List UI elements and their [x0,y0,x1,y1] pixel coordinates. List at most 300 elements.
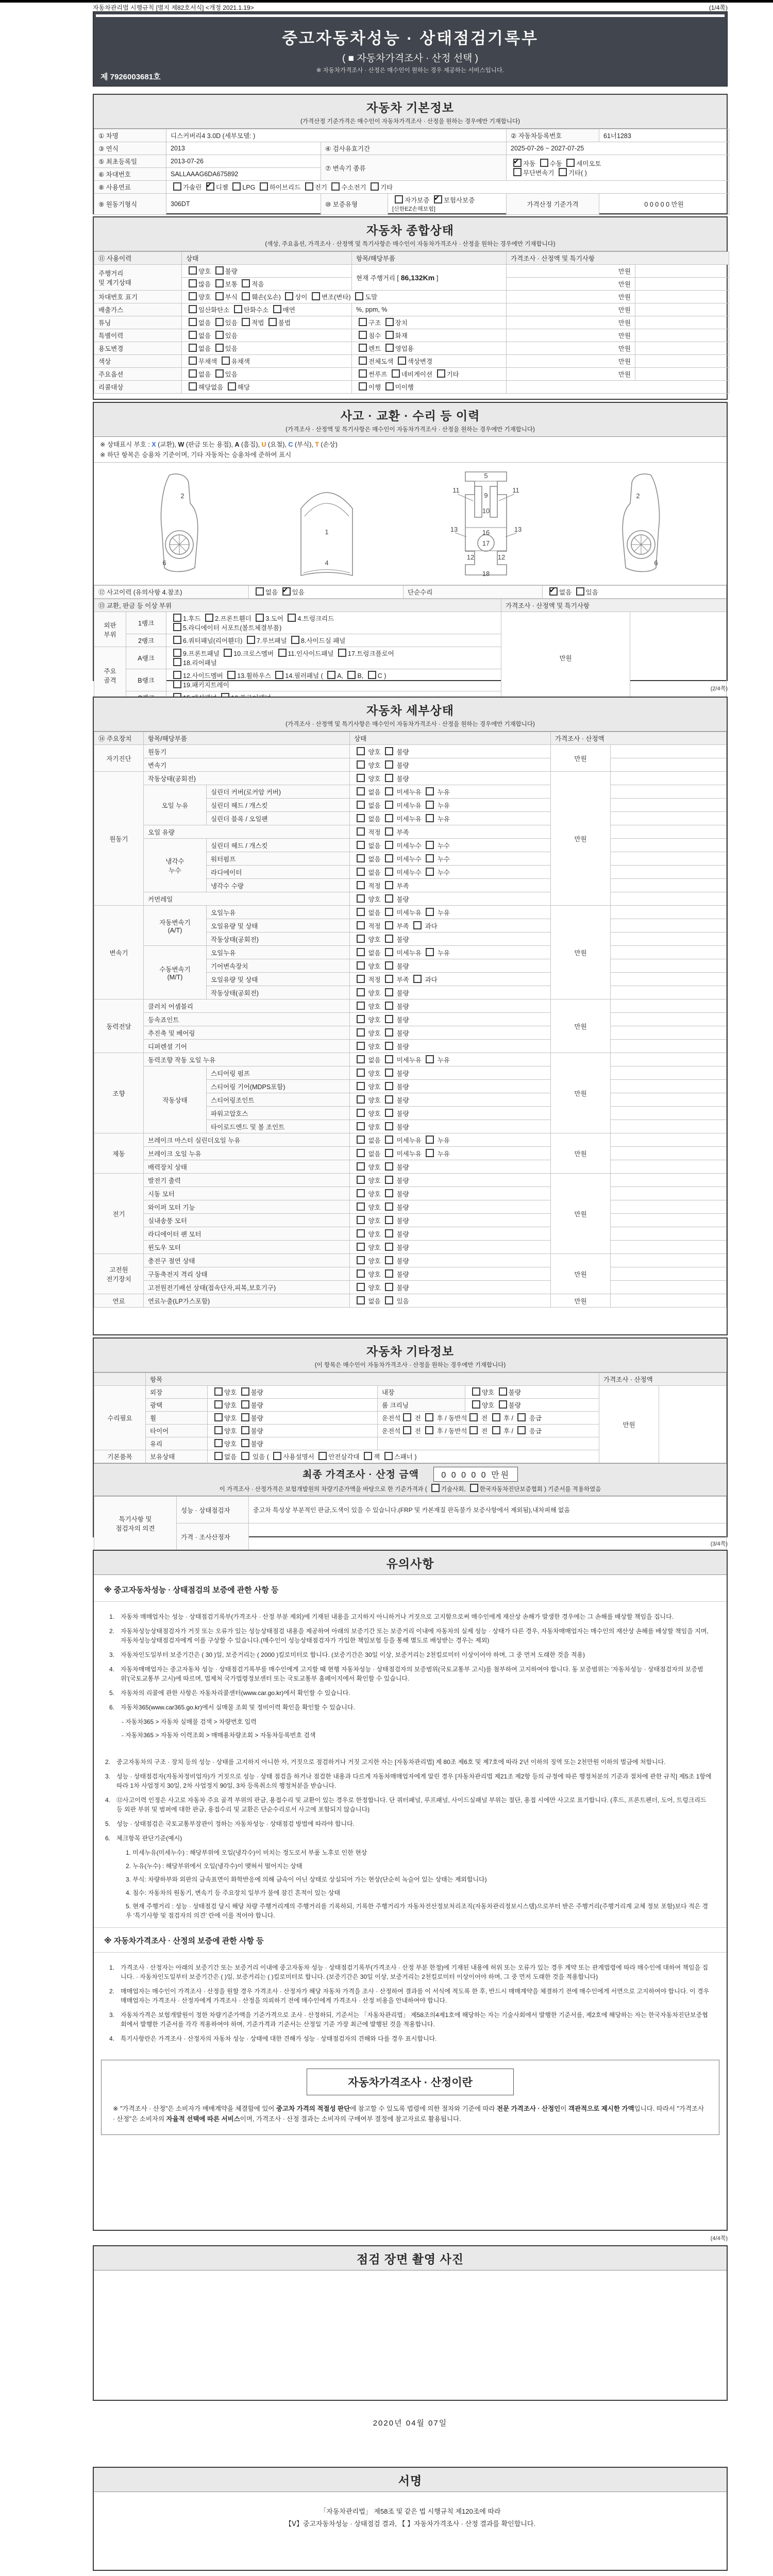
checkbox[interactable] [241,1439,249,1447]
final-price-note: 이 가격조사 · 산정가격은 보험개발원의 차량기준가액을 바탕으로 한 기준가격과 ( 기술사회, 한국자동차진단보증협회 ) 기준서를 적용하였음 [94,1484,727,1493]
cell: 브레이크 마스터 실린더오일 누유 [144,1133,350,1147]
checkbox[interactable] [347,671,356,679]
cell: 윈도우 모터 [144,1241,350,1254]
checkbox[interactable] [437,369,445,378]
checkbox[interactable] [385,1109,393,1117]
checkbox[interactable] [357,868,365,876]
cell [611,1187,727,1200]
checkbox[interactable] [357,1069,365,1077]
checkbox[interactable] [513,168,522,176]
cell: 만원 [551,772,611,906]
checkbox[interactable] [357,1122,365,1130]
checkbox[interactable] [173,623,181,631]
cell: 오일누유 [207,946,350,959]
checkbox[interactable] [189,369,197,378]
notice-item [105,1757,713,1767]
b: 전문 가격조사 · 산정인 [497,2105,561,2112]
checkbox[interactable] [278,649,287,657]
cell [507,381,729,394]
checkbox[interactable] [492,1426,500,1434]
checkbox[interactable] [273,1452,281,1460]
checkbox[interactable] [425,1426,433,1434]
cell: 12.사이드멤버 13.휠하우스 14.필러패널 ( A, B, C ) 19.패키지트레이 [166,669,501,691]
cell: 가격조사 · 산정액 [599,1373,727,1386]
checkbox[interactable] [385,1243,393,1251]
checkbox[interactable] [426,787,434,795]
checkbox[interactable] [385,382,394,391]
cell: ✔ 없음 있음 [543,586,727,599]
checkbox[interactable] [357,1162,365,1171]
checkbox[interactable] [385,1028,393,1037]
cell: ⑥ 차대번호 [94,168,166,181]
checkbox[interactable] [368,671,376,679]
checkbox[interactable] [385,1296,393,1304]
checkbox[interactable] [357,801,365,809]
checkbox[interactable] [357,1015,365,1023]
cell: 만원 [507,355,635,368]
checkbox[interactable] [385,1069,393,1077]
checkbox[interactable] [355,292,363,300]
checkbox[interactable] [189,344,197,352]
checkbox[interactable] [385,975,393,983]
cell: 만원 [507,278,635,291]
checkbox[interactable] [357,1256,365,1264]
checkbox[interactable] [189,382,197,391]
checkbox[interactable] [559,168,567,176]
overall-table [94,251,727,394]
cell: ✔자동 수동 세미오토 무단변속기 기타( ) [507,155,729,181]
span: 2. [105,1758,111,1766]
checkbox[interactable] [359,357,367,365]
checkbox[interactable] [398,357,406,365]
checkbox[interactable] [385,841,393,849]
checkbox[interactable] [426,854,434,862]
checkbox[interactable] [357,1283,365,1291]
cell [635,368,729,381]
cell: 적정 부족 [350,879,551,892]
checkbox[interactable] [357,760,365,769]
cell: 없음 미세누유 누유 [350,1133,551,1147]
checkbox[interactable] [385,908,393,916]
cell [611,1040,727,1053]
checkbox[interactable] [256,614,264,622]
checkbox[interactable] [260,182,268,191]
checkbox[interactable] [413,921,422,929]
path [161,473,198,571]
checkbox[interactable] [566,159,575,167]
cell: 61너1283 [599,129,729,142]
checkbox[interactable] [205,614,213,622]
text: 11 [512,486,519,494]
checkbox[interactable] [469,1413,478,1421]
checkbox[interactable] [426,868,434,876]
notices-title: 유의사항 [386,1557,434,1570]
checkbox[interactable] [385,344,394,352]
checkbox[interactable] [385,747,393,755]
basic-info-title: 자동차 기본정보 [366,101,454,114]
checkbox[interactable] [385,774,393,782]
checkbox[interactable] [215,292,224,300]
checkbox[interactable] [291,636,299,644]
checkbox[interactable] [472,1387,480,1396]
checkbox[interactable] [357,948,365,956]
cell [611,1133,727,1147]
checkbox[interactable] [331,182,340,191]
checkbox[interactable] [385,1216,393,1224]
notice-item [105,1795,713,1814]
cell: 만원 [551,1053,611,1133]
cell [635,291,729,303]
span: 3. [109,2011,115,2019]
tr [94,946,727,959]
checkbox[interactable] [189,305,197,313]
checkbox[interactable] [327,671,335,679]
checkbox[interactable] [359,318,367,326]
checkbox[interactable] [285,292,293,300]
checkbox[interactable] [385,1122,393,1130]
checkbox[interactable] [357,1202,365,1211]
checkbox[interactable] [426,841,434,849]
checkbox[interactable] [288,614,296,622]
checkbox[interactable] [189,357,197,365]
checkbox[interactable] [385,787,393,795]
checkbox[interactable] [426,1055,434,1063]
checkbox[interactable] [357,894,365,903]
checkbox[interactable] [173,614,181,622]
span: (손상) [318,441,338,448]
checkbox[interactable] [241,1413,249,1421]
checkbox[interactable] [357,1002,365,1010]
checkbox[interactable] [385,1202,393,1211]
text: 6 [162,558,166,567]
cell [635,316,729,329]
cell [611,933,727,946]
checkbox[interactable] [499,1387,507,1396]
checkbox[interactable] [312,292,320,300]
checkbox[interactable] [357,787,365,795]
checkbox[interactable] [215,318,224,326]
checkbox[interactable] [357,935,365,943]
cell: SALLAAAG6DA675892 [166,168,321,181]
cell: 만원 [551,1254,611,1294]
cell: 상태 [182,252,352,265]
checkbox[interactable] [357,1269,365,1278]
checkbox[interactable] [173,671,181,679]
cell: 양호 불량 [350,999,551,1013]
cell: ⑪ 사용이력 [94,252,182,265]
cell: 자동변속기 (A/T) [144,906,207,946]
checkbox[interactable] [385,854,393,862]
cell: 만원 [507,329,635,342]
checkbox[interactable] [395,195,403,204]
checkbox[interactable] [385,1055,393,1063]
checkbox[interactable] [385,894,393,903]
accident-band [94,403,727,437]
checkbox[interactable] [359,331,367,339]
checkbox[interactable] [357,1216,365,1224]
checkbox[interactable] [357,921,365,929]
cell: 양호 불량 [208,1437,378,1450]
tr [94,1040,727,1053]
checkbox[interactable] [385,988,393,996]
checkbox[interactable] [305,182,313,191]
checkbox[interactable] [385,318,394,326]
checkbox[interactable] [385,331,394,339]
checkbox[interactable] [357,1095,365,1104]
text: 18 [482,570,490,578]
checkbox[interactable] [499,1400,507,1409]
checkbox[interactable] [256,587,264,596]
tr [94,1013,727,1026]
checkbox[interactable] [357,1189,365,1197]
checkbox[interactable] [189,318,197,326]
cell: 적정 부족 [350,825,551,839]
checkbox-checked[interactable] [513,159,522,167]
checkbox[interactable] [224,649,232,657]
checkbox[interactable] [214,1387,223,1396]
checkbox[interactable] [241,1452,249,1460]
checkbox[interactable] [215,279,224,287]
checkbox[interactable] [215,266,224,275]
checkbox[interactable] [357,841,365,849]
checkbox[interactable] [385,921,393,929]
cell: 양호 불량 [350,1093,551,1107]
checkbox[interactable] [385,827,393,836]
checkbox[interactable] [385,1229,393,1238]
span: 2. [109,1988,115,1995]
checkbox[interactable] [189,266,197,275]
checkbox[interactable] [385,948,393,956]
checkbox[interactable] [413,975,422,983]
notice-item [109,1612,713,1621]
accident-title: 사고 · 교환 · 수리 등 이력 [340,409,480,422]
tr [94,1281,727,1294]
cell: 양호 불량 [465,1399,599,1412]
checkbox[interactable] [540,159,548,167]
checkbox[interactable] [173,636,181,644]
checkbox[interactable] [426,908,434,916]
checkbox[interactable] [517,1426,526,1434]
checkbox[interactable] [241,1400,249,1409]
checkbox[interactable] [227,671,236,679]
checkbox[interactable] [357,747,365,755]
checkbox-checked[interactable] [282,587,291,596]
checkbox[interactable] [385,1283,393,1291]
checkbox[interactable] [359,382,367,391]
checkbox[interactable] [357,975,365,983]
checkbox[interactable] [214,1452,223,1460]
checkbox[interactable] [385,1002,393,1010]
checkbox[interactable] [215,331,224,339]
checkbox[interactable] [357,1109,365,1117]
checkbox[interactable] [357,988,365,996]
cell: 수리필요 [94,1386,146,1450]
checkbox[interactable] [371,182,379,191]
checkbox[interactable] [426,1149,434,1157]
checkbox[interactable] [242,279,250,287]
span: 자동차매매업자는 중고자동차 성능 · 상태점검기록부를 매수인에게 고지할 때 현행 자동차성능 · 상태점검자의 보증범위(국토교통부 고시)를 첨부하여 고지하여야 합니다. 동 보증범위는 '자동차성능 · 상태점검자의 보증범위'(국토교통부 고시)에 따르며, 법제처 국가법령정보센터 또는 국토교통부 홈페이지에서 확인할 수 있습니다. [121,1666,703,1682]
checkbox[interactable] [173,658,181,666]
checkbox[interactable] [357,1176,365,1184]
checkbox[interactable] [385,1095,393,1104]
checkbox[interactable] [338,649,346,657]
notice-item [105,1819,713,1828]
checkbox[interactable] [385,1162,393,1171]
checkbox[interactable] [385,881,393,889]
checkbox[interactable] [492,1413,500,1421]
checkbox[interactable] [469,1426,478,1434]
checkbox[interactable] [228,382,236,391]
checkbox[interactable] [357,1229,365,1238]
cell [611,999,727,1013]
tr [94,1254,727,1267]
cell: B랭크 [126,669,166,691]
checkbox[interactable] [357,1082,365,1090]
cell: 양호 불량 [350,892,551,906]
checkbox[interactable] [215,369,224,378]
checkbox[interactable] [357,961,365,970]
checkbox[interactable] [385,1189,393,1197]
checkbox[interactable] [403,1413,411,1421]
checkbox[interactable] [384,1452,393,1460]
checkbox[interactable] [385,961,393,970]
cell: ⑨ 원동기형식 [94,194,166,215]
checkbox[interactable] [385,1082,393,1090]
checkbox[interactable] [214,1426,223,1434]
checkbox-checked[interactable] [206,182,214,191]
cell: 없음 있음 [182,329,352,342]
checkbox[interactable] [426,801,434,809]
checkbox[interactable] [357,1243,365,1251]
cell [611,879,727,892]
div [94,1747,727,1927]
checkbox[interactable] [189,292,197,300]
cell: 만원 [551,1294,611,1308]
checkbox[interactable] [242,292,250,300]
checkbox[interactable] [364,1452,372,1460]
cell: 양호 불량 [350,1241,551,1254]
tr [94,1174,727,1187]
checkbox[interactable] [392,369,400,378]
cell: 추진축 및 베어링 [144,1026,350,1040]
checkbox[interactable] [357,1028,365,1037]
checkbox[interactable] [385,1136,393,1144]
checkbox[interactable] [576,587,584,596]
checkbox[interactable] [189,331,197,339]
checkbox[interactable] [173,649,181,657]
span: ⑫사고이력 인정은 사고로 자동차 주요 골격 부위의 판금, 용접수리 및 교환이 있는 경우로 한정합니다. 단 쿼터패널, 루프패널, 사이드실패널 부위는 절단, 용접 시에만 사고로 표기합니다. (후드, 프론트펜더, 도어, 트렁크리드 등 외판 부위 및 범퍼에 대한 판금, 용접수리 및 교환은 단순수리로서 사고에 포함되지 않습니다) [116,1797,707,1813]
checkbox[interactable] [357,1136,365,1144]
checkbox[interactable] [189,279,197,287]
checkbox[interactable] [215,344,224,352]
cell: 항목/해당부품 [352,252,507,265]
div [94,1953,727,2052]
checkbox[interactable] [385,760,393,769]
checkbox[interactable] [357,1042,365,1050]
checkbox[interactable] [222,357,230,365]
checkbox[interactable] [470,1484,478,1492]
checkbox[interactable] [318,1452,327,1460]
section-inspection-photo [93,2245,728,2401]
checkbox[interactable] [357,1149,365,1157]
checkbox[interactable] [214,1439,223,1447]
checkbox[interactable] [385,935,393,943]
checkbox[interactable] [214,1400,223,1409]
checkbox[interactable] [357,1296,365,1304]
checkbox[interactable] [426,1136,434,1144]
cell [611,839,727,852]
checkbox[interactable] [357,814,365,822]
checkbox[interactable] [472,1400,480,1409]
cell: 만원 [507,303,635,316]
checkbox[interactable] [425,1413,433,1421]
cell: 현재 주행거리 [ 86,132Km ] [352,265,507,291]
cell: 없음 ✔있음 [249,586,404,599]
cell: 없음 있음 적법 불법 [182,316,352,329]
checkbox[interactable] [268,318,277,326]
checkbox[interactable] [242,318,250,326]
checkbox[interactable] [273,305,281,313]
cell: 연료 [94,1294,144,1308]
notices-content [94,1575,727,2135]
checkbox[interactable] [426,814,434,822]
checkbox[interactable] [385,801,393,809]
checkbox[interactable] [247,636,255,644]
checkbox[interactable] [173,182,181,191]
checkbox[interactable] [214,1413,223,1421]
checkbox[interactable] [241,1426,249,1434]
checkbox[interactable] [234,305,242,313]
price-definition-title: 자동차가격조사 · 산정이란 [307,2069,514,2095]
checkbox[interactable] [357,774,365,782]
cell [635,303,729,316]
checkbox[interactable] [275,671,283,679]
tr [94,329,729,342]
cell: 항목/해당부품 [144,732,350,745]
tr [94,785,727,799]
checkbox[interactable] [385,1269,393,1278]
checkbox[interactable] [241,1387,249,1396]
checkbox-checked[interactable] [434,195,442,204]
cell: ② 자동차등록번호 [507,129,599,142]
checkbox[interactable] [385,1042,393,1050]
checkbox[interactable] [385,1015,393,1023]
checkbox[interactable] [403,1426,411,1434]
checkbox[interactable] [385,1176,393,1184]
checkbox[interactable] [385,1149,393,1157]
checkbox[interactable] [517,1413,526,1421]
cell: ⑭ 주요장치 [94,732,144,745]
checkbox-checked[interactable] [549,587,558,596]
checkbox[interactable] [385,868,393,876]
checkbox[interactable] [232,182,241,191]
tr [94,758,727,772]
checkbox[interactable] [357,908,365,916]
cell: ⑫ 사고이력 (유의사항 4.참조) [94,586,249,599]
checkbox[interactable] [359,369,367,378]
checkbox[interactable] [385,814,393,822]
checkbox[interactable] [357,1055,365,1063]
cell [611,1294,727,1308]
checkbox[interactable] [357,881,365,889]
checkbox[interactable] [357,827,365,836]
checkbox[interactable] [431,1484,440,1492]
checkbox[interactable] [357,854,365,862]
checkbox[interactable] [385,1256,393,1264]
checkbox[interactable] [426,948,434,956]
checkbox[interactable] [359,344,367,352]
tr [94,599,727,612]
